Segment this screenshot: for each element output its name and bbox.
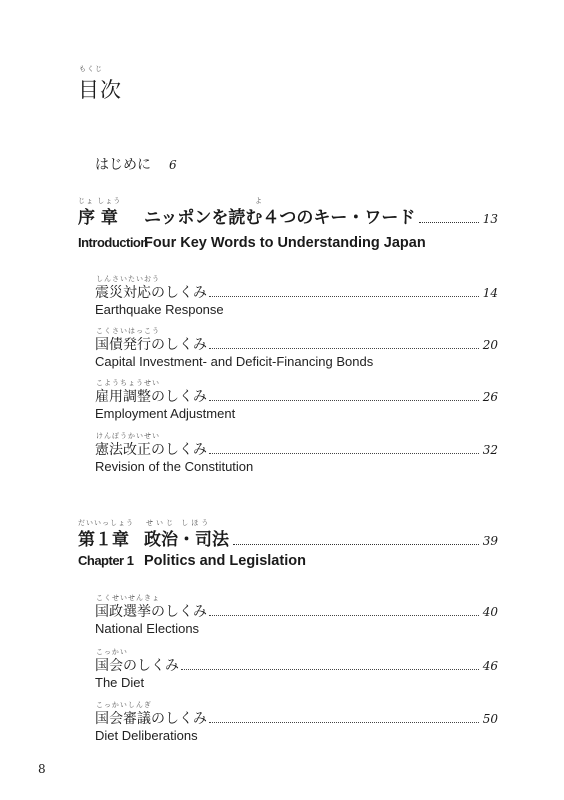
leader-dots [181, 669, 479, 670]
section-en-title: Employment Adjustment [95, 406, 236, 421]
toc-entry-intro[interactable] [95, 154, 177, 174]
toc-section[interactable] [95, 601, 498, 621]
toc-title-ruby: もくじ [79, 65, 103, 73]
section-title: 国政選挙のしくみ [95, 604, 207, 620]
chapter-page: 13 [482, 212, 498, 226]
chapter-label-ruby: だいいっしょう [78, 519, 134, 527]
chapter-title-ruby: せいじ しほう [146, 519, 212, 527]
chapter-en-title: Politics and Legislation [144, 553, 306, 569]
section-title: 震災対応のしくみ [95, 285, 207, 301]
section-title: 雇用調整のしくみ [95, 389, 207, 405]
leader-dots [419, 222, 478, 223]
section-ruby: こっかいしんぎ [96, 701, 152, 709]
toc-entry-label: はじめに [95, 157, 151, 173]
leader-dots [209, 453, 479, 454]
section-page: 50 [482, 712, 498, 726]
toc-section[interactable] [95, 334, 498, 354]
toc-section[interactable] [95, 655, 498, 675]
toc-entry-page: 6 [169, 158, 177, 172]
chapter-en-label: Chapter 1 [78, 553, 134, 568]
chapter-label: 第１章 [78, 530, 129, 550]
section-page: 14 [482, 286, 498, 300]
section-title: 憲法改正のしくみ [95, 442, 207, 458]
section-page: 40 [482, 605, 498, 619]
section-en-title: Capital Investment- and Deficit-Financing Bonds [95, 354, 374, 369]
page-number: 8 [38, 762, 46, 776]
toc-chapter-intro[interactable] [78, 203, 498, 228]
section-en-title: The Diet [95, 675, 145, 690]
leader-dots [209, 722, 479, 723]
chapter-en-title: Four Key Words to Understanding Japan [144, 235, 426, 251]
section-title: 国会審議のしくみ [95, 711, 207, 727]
section-page: 20 [482, 338, 498, 352]
toc-section[interactable] [95, 708, 498, 728]
leader-dots [209, 296, 479, 297]
leader-dots [209, 615, 479, 616]
section-page: 32 [482, 443, 498, 457]
chapter-page: 39 [482, 534, 498, 548]
chapter-title-ruby: よ [255, 197, 263, 205]
page-title: 目次 [78, 78, 122, 102]
chapter-title: ニッポンを読む４つのキー・ワード [144, 208, 416, 228]
section-ruby: こようちょうせい [96, 379, 160, 387]
toc-section[interactable] [95, 386, 498, 406]
section-ruby: こくさいはっこう [96, 327, 160, 335]
section-ruby: しんさいたいおう [96, 275, 160, 283]
toc-section[interactable] [95, 282, 498, 302]
section-ruby: こっかい [96, 648, 128, 656]
chapter-title: 政治・司法 [144, 530, 229, 550]
section-title: 国債発行のしくみ [95, 337, 207, 353]
toc-chapter-1[interactable] [78, 525, 498, 550]
section-en-title: Revision of the Constitution [95, 459, 254, 474]
section-ruby: こくせいせんきょ [96, 594, 160, 602]
section-en-title: National Elections [95, 621, 200, 636]
chapter-en-label: Introduction [78, 235, 148, 250]
leader-dots [209, 348, 479, 349]
leader-dots [233, 544, 479, 545]
leader-dots [209, 400, 479, 401]
chapter-en-row [78, 234, 426, 252]
chapter-label-ruby: じょ しょう [78, 197, 122, 205]
toc-section[interactable] [95, 439, 498, 459]
section-en-title: Diet Deliberations [95, 728, 198, 743]
section-en-title: Earthquake Response [95, 302, 224, 317]
section-title: 国会のしくみ [95, 658, 179, 674]
section-ruby: けんぽうかいせい [96, 432, 160, 440]
section-page: 26 [482, 390, 498, 404]
chapter-en-row [78, 552, 306, 570]
chapter-label: 序 章 [78, 208, 118, 228]
section-page: 46 [482, 659, 498, 673]
